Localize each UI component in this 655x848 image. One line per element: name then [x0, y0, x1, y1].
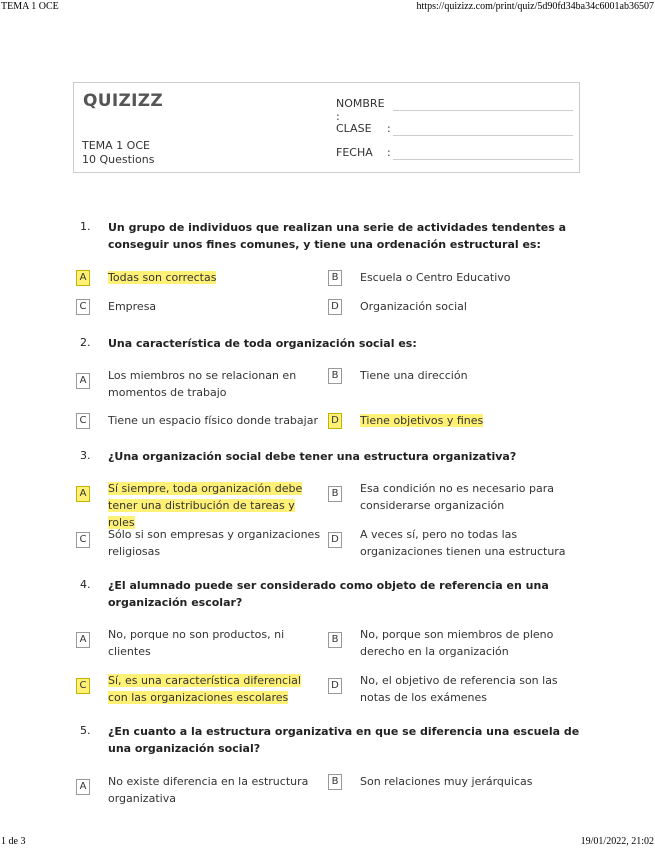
option-label: Los miembros no se relacionan en momentos de trabajo	[108, 369, 297, 399]
page-indicator: 1 de 3	[1, 836, 26, 847]
question-text: Un grupo de individuos que realizan una serie de actividades tendentes a conseguir unos fines comunes, y tiene una ordenación estructural es:	[108, 221, 567, 251]
nombre-label: NOMBRE :	[336, 97, 385, 123]
option-letter-box[interactable]: C	[76, 678, 90, 694]
question-number: 5.	[80, 724, 91, 737]
option-label: No existe diferencia en la estructura organizativa	[108, 775, 309, 805]
option-text	[108, 269, 323, 286]
quizizz-logo: QUIZIZZ	[83, 91, 163, 111]
question-number: 1.	[80, 220, 91, 233]
option-letter-box[interactable]: B	[328, 486, 342, 502]
option-letter-box[interactable]: C	[76, 413, 90, 429]
option-letter-box[interactable]: A	[76, 486, 90, 502]
option-letter-box[interactable]: D	[328, 678, 342, 694]
option-label: Tiene una dirección	[360, 369, 468, 382]
highlighted-answer: Tiene objetivos y fines	[360, 414, 484, 427]
option-label: Esa condición no es necesario para considerarse organización	[360, 482, 555, 512]
quiz-title: TEMA 1 OCE	[82, 139, 150, 152]
option-label: Sólo si son empresas y organizaciones religiosas	[108, 528, 321, 558]
option-text	[360, 773, 575, 790]
highlighted-answer: Todas son correctas	[108, 271, 217, 284]
option-label: Escuela o Centro Educativo	[360, 271, 511, 284]
question-text: ¿El alumnado puede ser considerado como objeto de referencia en una organización escolar?	[108, 579, 549, 609]
quiz-title-block	[82, 139, 154, 167]
option-text	[360, 298, 575, 315]
print-footer	[0, 836, 655, 848]
highlighted-answer: Sí siempre, toda organización debe tener una distribución de tareas y roles	[108, 482, 303, 529]
option-label: Tiene un espacio físico donde trabajar	[108, 414, 318, 427]
option-text	[360, 412, 575, 429]
option-text	[360, 367, 575, 384]
option-text	[360, 626, 575, 660]
option-text	[360, 526, 575, 560]
option-letter-box[interactable]: D	[328, 299, 342, 315]
option-label: Organización social	[360, 300, 467, 313]
option-letter-box[interactable]: D	[328, 532, 342, 548]
option-text	[360, 672, 575, 706]
fecha-line[interactable]	[393, 159, 573, 160]
option-label: A veces sí, pero no todas las organizaciones tienen una estructura	[360, 528, 566, 558]
clase-colon: :	[387, 122, 391, 135]
question-count: 10 Questions	[82, 153, 155, 166]
option-letter-box[interactable]: B	[328, 270, 342, 286]
question-text: ¿Una organización social debe tener una estructura organizativa?	[108, 450, 517, 463]
option-text	[360, 480, 575, 514]
option-letter-box[interactable]: A	[76, 779, 90, 795]
fecha-label: FECHA	[336, 146, 373, 159]
question-number: 4.	[80, 578, 91, 591]
option-letter-box[interactable]: A	[76, 632, 90, 648]
option-label: Empresa	[108, 300, 157, 313]
print-url[interactable]: https://quizizz.com/print/quiz/5d90fd34ba34c6001ab36507	[416, 1, 654, 12]
option-text	[108, 526, 323, 560]
option-text	[360, 269, 575, 286]
option-label: No, porque son miembros de pleno derecho en la organización	[360, 628, 554, 658]
nombre-field[interactable]	[336, 97, 386, 123]
option-letter-box[interactable]: A	[76, 270, 90, 286]
option-label: No, porque no son productos, ni clientes	[108, 628, 285, 658]
nombre-line[interactable]	[393, 110, 573, 111]
question-text: ¿En cuanto a la estructura organizativa en que se diferencia una escuela de una organización social?	[108, 725, 580, 755]
option-text	[108, 298, 323, 315]
clase-label: CLASE	[336, 122, 372, 135]
print-tab-title: TEMA 1 OCE	[1, 1, 59, 12]
option-label: Son relaciones muy jerárquicas	[360, 775, 533, 788]
print-header	[0, 0, 655, 14]
clase-line[interactable]	[393, 135, 573, 136]
option-text	[108, 412, 323, 429]
option-letter-box[interactable]: B	[328, 632, 342, 648]
option-letter-box[interactable]: B	[328, 368, 342, 384]
option-letter-box[interactable]: D	[328, 413, 342, 429]
option-letter-box[interactable]: B	[328, 774, 342, 790]
option-letter-box[interactable]: A	[76, 373, 90, 389]
question-number: 2.	[80, 336, 91, 349]
highlighted-answer: Sí, es una característica diferencial con las organizaciones escolares	[108, 674, 301, 704]
option-text	[108, 672, 323, 706]
option-text	[108, 367, 323, 401]
option-label: No, el objetivo de referencia son las notas de los exámenes	[360, 674, 558, 704]
option-text	[108, 626, 323, 660]
option-letter-box[interactable]: C	[76, 299, 90, 315]
option-text	[108, 773, 323, 807]
fecha-field[interactable]	[336, 146, 391, 159]
quiz-header-box	[73, 82, 580, 173]
question-number: 3.	[80, 449, 91, 462]
print-timestamp: 19/01/2022, 21:02	[580, 836, 654, 847]
question-text: Una característica de toda organización social es:	[108, 337, 417, 350]
option-letter-box[interactable]: C	[76, 532, 90, 548]
fecha-colon: :	[387, 146, 391, 159]
clase-field[interactable]	[336, 122, 391, 135]
option-text	[108, 480, 323, 531]
